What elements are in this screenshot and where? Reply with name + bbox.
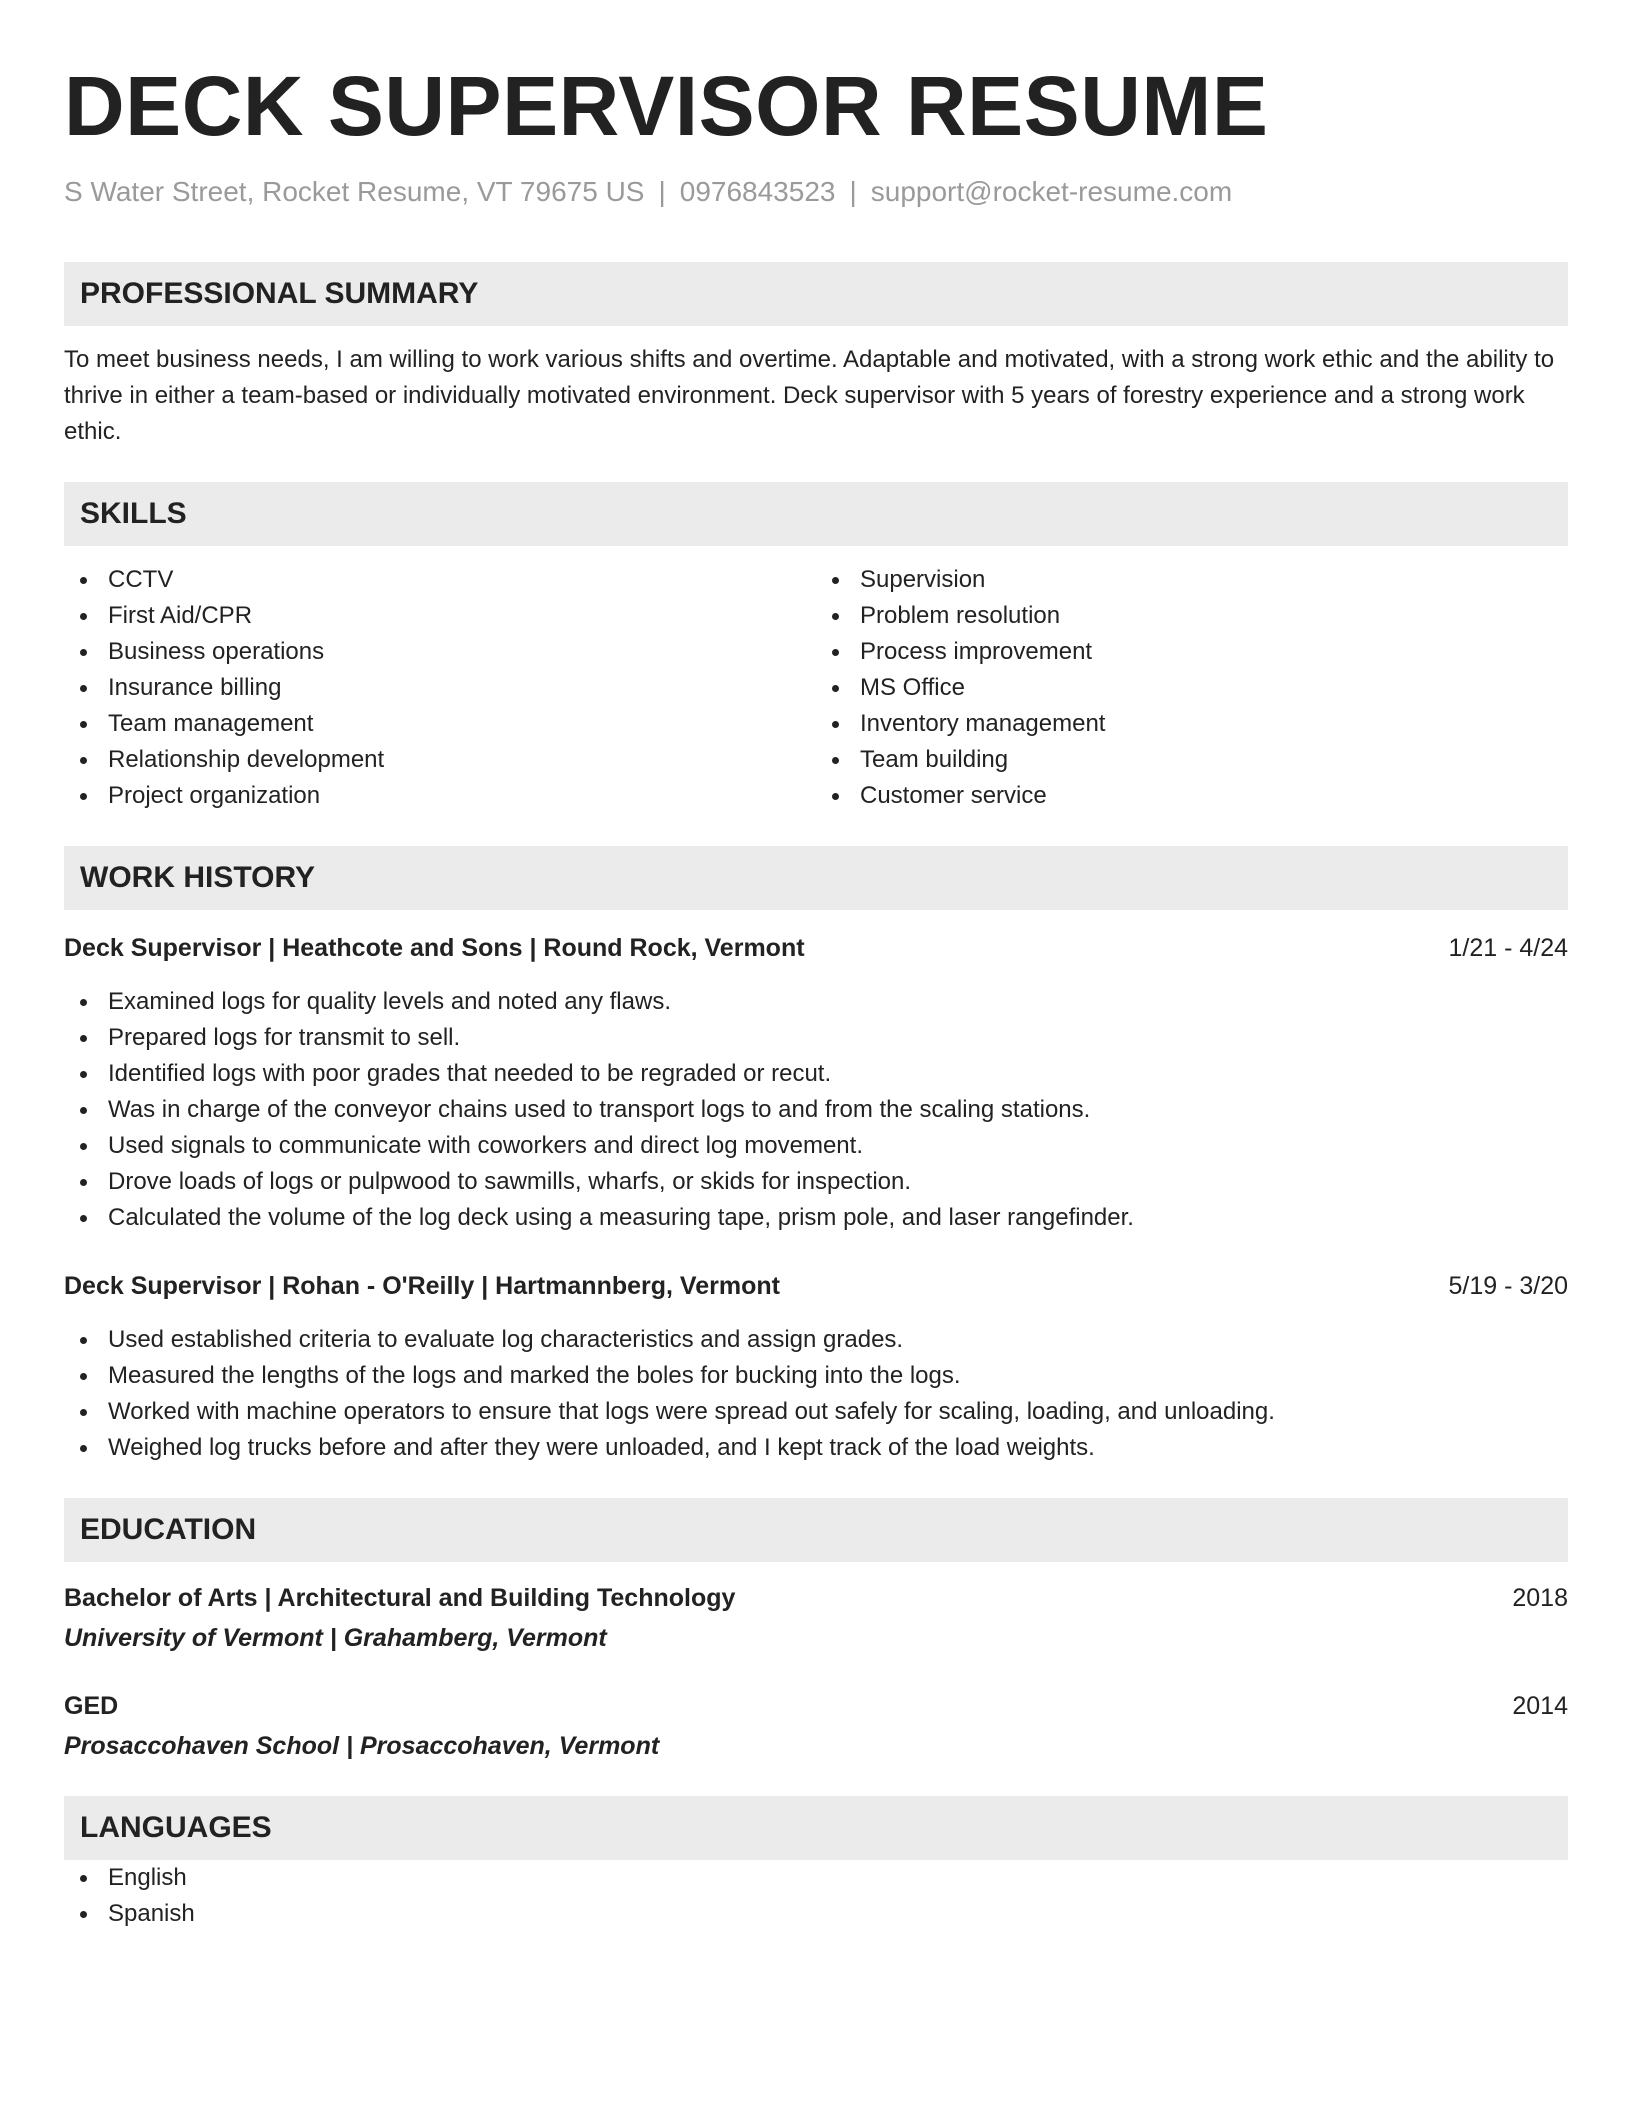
job-bullet: Identified logs with poor grades that needed to be regraded or recut.	[64, 1056, 1568, 1092]
skills-right-list	[816, 562, 1568, 814]
job-title: Deck Supervisor | Heathcote and Sons | Round Rock, Vermont	[64, 934, 805, 962]
skill-item: Problem resolution	[816, 598, 1568, 634]
education-school: University of Vermont | Grahamberg, Vermont	[64, 1624, 607, 1652]
languages-heading: LANGUAGES	[64, 1796, 1568, 1860]
job-bullet: Worked with machine operators to ensure that logs were spread out safely for scaling, loading, and unloading.	[64, 1394, 1568, 1430]
education-year: 2014	[1512, 1692, 1568, 1720]
skill-item: Project organization	[64, 778, 816, 814]
summary-text: To meet business needs, I am willing to work various shifts and overtime. Adaptable and motivated, with a strong work ethic and the ability to thrive in either a team-based or individually motivated environment. Deck supervisor with 5 years of forestry experience and a strong work ethic.	[64, 346, 1555, 445]
education-entry	[64, 1688, 1568, 1764]
skill-item: Process improvement	[816, 634, 1568, 670]
skills-columns	[64, 562, 1568, 814]
skill-item: Customer service	[816, 778, 1568, 814]
education-year: 2018	[1512, 1584, 1568, 1612]
job-bullet: Calculated the volume of the log deck using a measuring tape, prism pole, and laser rangefinder.	[64, 1200, 1568, 1236]
skill-item: Team building	[816, 742, 1568, 778]
contact-line	[64, 174, 1568, 210]
skill-item: Business operations	[64, 634, 816, 670]
skill-item: Supervision	[816, 562, 1568, 598]
language-item: English	[64, 1860, 1568, 1896]
education-heading: EDUCATION	[64, 1498, 1568, 1562]
education-degree: GED	[64, 1692, 119, 1720]
contact-email: support@rocket-resume.com	[870, 176, 1233, 207]
job-bullet: Prepared logs for transmit to sell.	[64, 1020, 1568, 1056]
skill-item: Relationship development	[64, 742, 816, 778]
job-bullet: Measured the lengths of the logs and marked the boles for bucking into the logs.	[64, 1358, 1568, 1394]
education-entry	[64, 1580, 1568, 1656]
job-entry	[64, 1268, 1568, 1466]
job-bullet: Drove loads of logs or pulpwood to sawmills, wharfs, or skids for inspection.	[64, 1164, 1568, 1200]
resume-title: DECK SUPERVISOR RESUME	[64, 59, 1269, 153]
languages-list	[64, 1860, 1568, 1932]
skill-item: Insurance billing	[64, 670, 816, 706]
skill-item: MS Office	[816, 670, 1568, 706]
contact-separator: |	[658, 176, 666, 207]
job-dates: 5/19 - 3/20	[1448, 1272, 1568, 1300]
skill-item: Team management	[64, 706, 816, 742]
job-bullet: Used established criteria to evaluate log characteristics and assign grades.	[64, 1322, 1568, 1358]
skill-item: Inventory management	[816, 706, 1568, 742]
skill-item: CCTV	[64, 562, 816, 598]
skill-item: First Aid/CPR	[64, 598, 816, 634]
job-bullets	[64, 1322, 1568, 1466]
job-bullet: Was in charge of the conveyor chains used to transport logs to and from the scaling stations.	[64, 1092, 1568, 1128]
work-history-heading: WORK HISTORY	[64, 846, 1568, 910]
language-item: Spanish	[64, 1896, 1568, 1932]
skills-left-list	[64, 562, 816, 814]
summary-heading: PROFESSIONAL SUMMARY	[64, 262, 1568, 326]
education-school: Prosaccohaven School | Prosaccohaven, Vermont	[64, 1732, 660, 1760]
job-bullet: Used signals to communicate with coworkers and direct log movement.	[64, 1128, 1568, 1164]
contact-phone: 0976843523	[679, 176, 836, 207]
education-degree: Bachelor of Arts | Architectural and Building Technology	[64, 1584, 736, 1612]
contact-separator: |	[849, 176, 857, 207]
contact-address: S Water Street, Rocket Resume, VT 79675 US	[64, 176, 645, 207]
job-title: Deck Supervisor | Rohan - O'Reilly | Hartmannberg, Vermont	[64, 1272, 780, 1300]
job-bullets	[64, 984, 1568, 1236]
job-entry	[64, 930, 1568, 1236]
job-dates: 1/21 - 4/24	[1448, 934, 1568, 962]
job-bullet: Weighed log trucks before and after they were unloaded, and I kept track of the load weights.	[64, 1430, 1568, 1466]
skills-heading: SKILLS	[64, 482, 1568, 546]
job-bullet: Examined logs for quality levels and noted any flaws.	[64, 984, 1568, 1020]
